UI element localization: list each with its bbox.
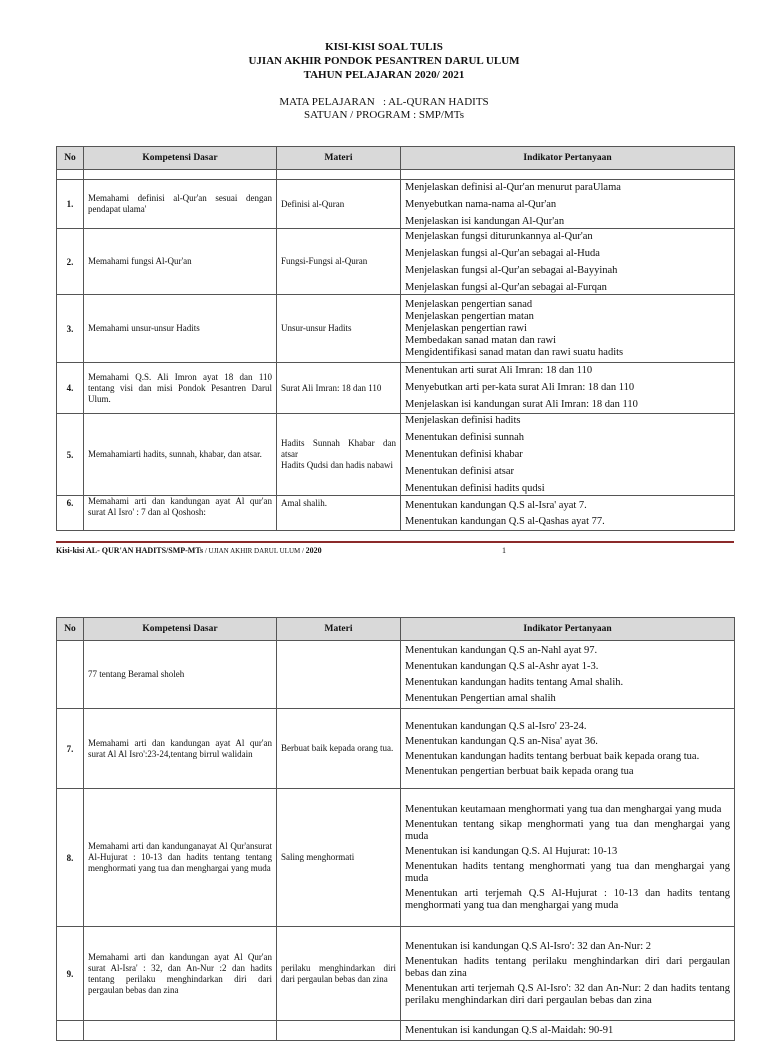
indicator: Menentukan hadits tentang perilaku menghindarkan diri dari pergaulan bebas dan zina	[405, 956, 730, 979]
footer-doc-name: Kisi-kisi AL- QUR'AN HADITS/SMP-MTs	[56, 546, 204, 555]
indicator: Menjelaskan pengertian sanad	[405, 299, 533, 310]
row-kompetensi: Memahami unsur-unsur Hadits	[84, 295, 277, 363]
indicator: Menentukan definisi hadits qudsi	[405, 482, 545, 494]
col-indikator: Indikator Pertanyaan	[401, 618, 735, 641]
row-materi: perilaku menghindarkan diri dari pergaulan bebas dan zina	[277, 927, 401, 1021]
kisi-table-page1	[56, 146, 735, 531]
indicator: Menentukan kandungan Q.S al-Qashas ayat 77.	[405, 515, 605, 527]
row-materi	[277, 641, 401, 709]
indicator: Menyebutkan nama-nama al-Qur'an	[405, 198, 557, 210]
table-header-row	[57, 618, 735, 641]
indicator: Menentukan arti terjemah Q.S Al-Isro': 32 dan An-Nur: 2 dan hadits tentang perilaku menghindarkan diri dari pergaulan bebas dan zina	[405, 983, 730, 1006]
row-kompetensi: 77 tentang Beramal sholeh	[84, 641, 277, 709]
spacer-row	[57, 170, 735, 180]
indicator: Menentukan definisi khabar	[405, 448, 523, 460]
row-materi: Hadits Sunnah Khabar dan atsar Hadits Qudsi dan hadis nabawi	[277, 414, 401, 496]
row-kompetensi: Memahami arti dan kandungan ayat Al qur'an surat Al Isro' : 7 dan al Qoshosh:	[84, 496, 277, 531]
indicator: Menentukan kandungan Q.S an-Nisa' ayat 36.	[405, 735, 598, 747]
row-no: 4.	[57, 363, 84, 414]
row-kompetensi: Memahami fungsi Al-Qur'an	[84, 229, 277, 295]
doc-program: SATUAN / PROGRAM : SMP/MTs	[304, 109, 464, 121]
indicator: Menjelaskan pengertian rawi	[405, 323, 527, 334]
col-no: No	[57, 147, 84, 170]
row-no: 6.	[57, 496, 84, 531]
indicator: Menjelaskan fungsi al-Qur'an sebagai al-Furqan	[405, 281, 607, 293]
indicator: Menentukan tentang sikap menghormati yang tua dan menghargai yang muda	[405, 819, 730, 842]
doc-title: KISI-KISI SOAL TULIS	[325, 41, 443, 53]
col-materi: Materi	[277, 618, 401, 641]
row-kompetensi: Memahami definisi al-Qur'an sesuai dengan pendapat ulama'	[84, 180, 277, 229]
row-no: 7.	[57, 709, 84, 789]
table-row	[57, 789, 735, 927]
indicator: Menentukan arti terjemah Q.S Al-Hujurat : 10-13 dan hadits tentang menghormati yang tua dan menghargai yang muda	[405, 888, 730, 911]
indicator: Menentukan keutamaan menghormati yang tua dan menghargai yang muda	[405, 804, 722, 815]
indicator: Menjelaskan isi kandungan Al-Qur'an	[405, 215, 565, 227]
indicator: Menentukan arti surat Ali Imran: 18 dan 110	[405, 365, 593, 376]
footer-exam: / UJIAN AKHIR DARUL ULUM /	[203, 547, 306, 555]
row-indikator	[401, 295, 735, 363]
indicator: Menjelaskan isi kandungan surat Ali Imran: 18 dan 110	[405, 399, 638, 410]
row-materi: Definisi al-Quran	[277, 180, 401, 229]
indicator: Menjelaskan fungsi al-Qur'an sebagai al-Bayyinah	[405, 264, 618, 276]
indicator: Membedakan sanad matan dan rawi	[405, 335, 557, 346]
row-no: 2.	[57, 229, 84, 295]
table-row	[57, 295, 735, 363]
doc-subject: MATA PELAJARAN : AL-QURAN HADITS	[279, 96, 489, 108]
col-kompetensi: Kompetensi Dasar	[84, 618, 277, 641]
row-indikator	[401, 927, 735, 1021]
row-kompetensi: Memahami arti dan kandunganayat Al Qur'ansurat Al-Hujurat : 10-13 dan hadits tentang tentang menghormati yang tua dan menghargai yang muda	[84, 789, 277, 927]
row-kompetensi: Memahami arti dan kandungan ayat Al qur'an surat Al Al Isro':23-24,tentang birrul walidain	[84, 709, 277, 789]
indicator: Menentukan isi kandungan Q.S. Al Hujurat: 10-13	[405, 846, 618, 857]
indicator: Menjelaskan definisi al-Qur'an menurut paraUlama	[405, 181, 621, 193]
row-indikator	[401, 414, 735, 496]
indicator: Menjelaskan fungsi al-Qur'an sebagai al-Huda	[405, 247, 600, 259]
indicator: Menentukan hadits tentang menghormati yang tua dan menghargai yang muda	[405, 861, 730, 884]
col-indikator: Indikator Pertanyaan	[401, 147, 735, 170]
doc-year: TAHUN PELAJARAN 2020/ 2021	[303, 69, 465, 81]
indicator: Menjelaskan pengertian matan	[405, 311, 534, 322]
table-row	[57, 927, 735, 1021]
page-number: 1	[502, 546, 506, 555]
row-no: 8.	[57, 789, 84, 927]
row-materi: Amal shalih.	[277, 496, 401, 531]
row-materi: Berbuat baik kepada orang tua.	[277, 709, 401, 789]
row-indikator	[401, 180, 735, 229]
footer-rule	[56, 541, 734, 543]
row-no: 9.	[57, 927, 84, 1021]
row-materi: Fungsi-Fungsi al-Quran	[277, 229, 401, 295]
row-kompetensi: Memahamiarti hadits, sunnah, khabar, dan atsar.	[84, 414, 277, 496]
indicator: Menentukan kandungan Q.S an-Nahl ayat 97.	[405, 645, 598, 656]
indicator: Menentukan kandungan Q.S al-Ashr ayat 1-3.	[405, 661, 599, 672]
footer-year: 2020	[305, 546, 322, 555]
table-row	[57, 496, 735, 531]
row-indikator	[401, 789, 735, 927]
table-row	[57, 229, 735, 295]
indicator: Menentukan isi kandungan Q.S Al-Isro': 32 dan An-Nur: 2	[405, 941, 651, 952]
indicator: Menentukan definisi sunnah	[405, 431, 524, 443]
row-kompetensi: Memahami arti dan kandungan ayat Al Qur'an surat Al-Isra' : 32, dan An-Nur :2 dan hadits tentang perilaku menghindarkan diri dari pergaulan bebas dan zina	[84, 927, 277, 1021]
col-no: No	[57, 618, 84, 641]
table-row	[57, 641, 735, 709]
indicator: Menentukan kandungan hadits tentang berbuat baik kepada orang tua.	[405, 750, 700, 762]
table-row	[57, 180, 735, 229]
col-kompetensi: Kompetensi Dasar	[84, 147, 277, 170]
table-header-row	[57, 147, 735, 170]
indicator: Menentukan kandungan Q.S al-Isro' 23-24.	[405, 720, 587, 732]
indicator: Menentukan isi kandungan Q.S al-Maidah: 90-91	[405, 1025, 614, 1036]
row-materi: Unsur-unsur Hadits	[277, 295, 401, 363]
row-materi: Saling menghormati	[277, 789, 401, 927]
indicator: Menentukan Pengertian amal shalih	[405, 693, 556, 704]
table-row	[57, 414, 735, 496]
row-indikator	[401, 496, 735, 531]
indicator: Menentukan kandungan hadits tentang Amal shalih.	[405, 677, 624, 688]
row-no: 3.	[57, 295, 84, 363]
table-row	[57, 363, 735, 414]
indicator: Menentukan definisi atsar	[405, 465, 515, 477]
indicator: Menyebutkan arti per-kata surat Ali Imran: 18 dan 110	[405, 382, 635, 393]
row-indikator	[401, 709, 735, 789]
row-indikator	[401, 641, 735, 709]
row-indikator	[401, 229, 735, 295]
doc-institution: UJIAN AKHIR PONDOK PESANTREN DARUL ULUM	[248, 55, 520, 67]
col-materi: Materi	[277, 147, 401, 170]
row-no: 5.	[57, 414, 84, 496]
indicator: Menjelaskan fungsi diturunkannya al-Qur'an	[405, 230, 593, 242]
row-no	[57, 641, 84, 709]
indicator: Menentukan kandungan Q.S al-Isra' ayat 7.	[405, 499, 587, 511]
footer-text	[56, 546, 322, 555]
indicator: Menjelaskan definisi hadits	[405, 414, 521, 426]
indicator: Mengidentifikasi sanad matan dan rawi suatu hadits	[405, 347, 624, 358]
row-materi: Surat Ali Imran: 18 dan 110	[277, 363, 401, 414]
row-indikator	[401, 363, 735, 414]
indicator: Menentukan pengertian berbuat baik kepada orang tua	[405, 765, 634, 777]
table-row	[57, 709, 735, 789]
kisi-table-page2	[56, 617, 735, 1041]
row-kompetensi: Memahami Q.S. Ali Imron ayat 18 dan 110 tentang visi dan misi Pondok Pesantren Darul Ulum.	[84, 363, 277, 414]
row-no: 1.	[57, 180, 84, 229]
